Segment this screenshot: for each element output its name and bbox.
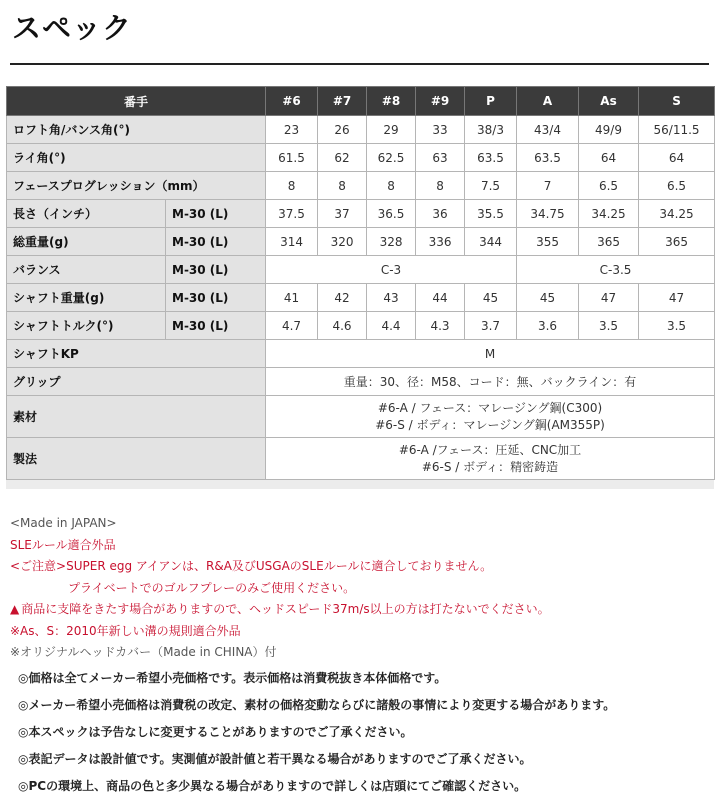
table-cell: 34.25 [579,200,639,228]
table-cell: 36 [416,200,465,228]
table-cell: 62.5 [367,144,416,172]
groove-note: ※As、S：2010年新しい溝の規則適合外品 [10,623,241,638]
row-sublabel: M-30 (L) [166,200,266,228]
table-cell: 63.5 [517,144,579,172]
table-cell: 3.5 [579,312,639,340]
table-cell: 365 [639,228,715,256]
row-label: ロフト角/バンス角(°) [7,116,266,144]
table-cell: 42 [318,284,367,312]
header-p: P [465,87,517,116]
table-cell: 34.75 [517,200,579,228]
headcover-note: ※オリジナルヘッドカバー（Made in CHINA）付 [10,645,277,659]
table-cell: 7.5 [465,172,517,200]
table-cell [266,396,715,438]
caution-note-2: プライベートでのゴルフプレーのみご使用ください。 [68,580,356,595]
table-cell: 336 [416,228,465,256]
table-row-progression [7,172,715,200]
footer-line: ◎価格は全てメーカー希望小売価格です。表示価格は消費税抜き本体価格です。 [18,671,447,685]
table-cell: 26 [318,116,367,144]
table-row-length [7,200,715,228]
table-cell: 29 [367,116,416,144]
table-cell: 8 [416,172,465,200]
notes-section [10,513,550,664]
row-sublabel: M-30 (L) [166,256,266,284]
table-cell: 49/9 [579,116,639,144]
table-cell: 43 [367,284,416,312]
table-cell: 63 [416,144,465,172]
row-label: ライ角(°) [7,144,266,172]
row-label: シャフトKP [7,340,266,368]
header-a: A [517,87,579,116]
table-cell: 56/11.5 [639,116,715,144]
table-cell: 8 [367,172,416,200]
footer-line: ◎メーカー希望小売価格は消費税の改定、素材の価格変動ならびに諸般の事情により変更する場合があります。 [18,698,616,712]
row-label: 素材 [7,396,266,438]
table-row-shaft-torque [7,312,715,340]
table-cell: 4.4 [367,312,416,340]
footer-line: ◎本スペックは予告なしに変更することがありますのでご了承ください。 [18,725,413,739]
made-in-note: <Made in JAPAN> [10,516,117,530]
table-cell: 47 [639,284,715,312]
sle-note: SLEルール適合外品 [10,537,116,552]
page-title: スペック [12,11,133,45]
caution-note: <ご注意>SUPER egg アイアンは、R&A及びUSGAのSLEルールに適合しておりません。 [10,559,493,573]
row-label: 製法 [7,438,266,480]
header-club: 番手 [7,87,266,116]
table-row-shaft-weight [7,284,715,312]
table-cell: 23 [266,116,318,144]
table-cell: 64 [579,144,639,172]
method-line: #6-S / ボディ：精密鋳造 [421,459,559,474]
row-label: 総重量(g) [7,228,166,256]
header-7: #7 [318,87,367,116]
table-row-method [7,438,715,480]
table-row-kp [7,340,715,368]
table-cell: 355 [517,228,579,256]
table-cell: 63.5 [465,144,517,172]
table-cell: 45 [465,284,517,312]
footer-notices [18,665,615,800]
table-cell: 8 [318,172,367,200]
table-cell: 320 [318,228,367,256]
table-cell: 314 [266,228,318,256]
warning-text: 商品に支障をきたす場合がありますので、ヘッドスピード37m/s以上の方は打たないでください。 [21,602,550,616]
row-sublabel: M-30 (L) [166,228,266,256]
header-6: #6 [266,87,318,116]
table-cell: 62 [318,144,367,172]
table-header-row [7,87,715,116]
table-cell: 6.5 [639,172,715,200]
table-cell: 45 [517,284,579,312]
table-cell: 3.6 [517,312,579,340]
table-cell: 3.7 [465,312,517,340]
spec-table [6,86,715,480]
header-s: S [639,87,715,116]
header-8: #8 [367,87,416,116]
table-cell: C-3.5 [517,256,715,284]
row-sublabel: M-30 (L) [166,284,266,312]
table-cell: 36.5 [367,200,416,228]
header-9: #9 [416,87,465,116]
table-cell: 44 [416,284,465,312]
row-sublabel: M-30 (L) [166,312,266,340]
method-line: #6-A /フェース：圧延、CNC加工 [398,442,582,457]
warning-icon: ▲ [10,602,20,616]
table-cell: 43/4 [517,116,579,144]
row-label: バランス [7,256,166,284]
header-as: As [579,87,639,116]
table-cell: 7 [517,172,579,200]
table-cell: M [266,340,715,368]
table-cell: 328 [367,228,416,256]
table-cell: 37 [318,200,367,228]
table-cell: 34.25 [639,200,715,228]
row-label: シャフトトルク(°) [7,312,166,340]
row-label: 長さ（インチ） [7,200,166,228]
table-cell: 37.5 [266,200,318,228]
warning-note [10,599,550,621]
table-cell: 4.7 [266,312,318,340]
table-cell: 8 [266,172,318,200]
table-cell: 4.6 [318,312,367,340]
table-cell: 3.5 [639,312,715,340]
material-line: #6-S / ボディ：マレージング鋼(AM355P) [375,417,605,432]
table-row-material [7,396,715,438]
table-cell: 33 [416,116,465,144]
row-label: グリップ [7,368,266,396]
table-cell [266,438,715,480]
table-cell: 38/3 [465,116,517,144]
table-cell: 47 [579,284,639,312]
table-row-weight [7,228,715,256]
material-line: #6-A / フェース：マレージング鋼(C300) [377,400,603,415]
footer-line: ◎表記データは設計値です。実測値が設計値と若干異なる場合がありますのでご了承ください。 [18,752,532,766]
title-divider [10,63,709,65]
table-row-grip [7,368,715,396]
row-label: フェースプログレッション（mm） [7,172,266,200]
table-cell: 重量：30、径：M58、コード：無、バックライン：有 [266,368,715,396]
table-row-balance [7,256,715,284]
table-row-loft [7,116,715,144]
table-row-lie [7,144,715,172]
footer-line: ◎PCの環境上、商品の色と多少異なる場合がありますので詳しくは店頭にてご確認ください。 [18,779,527,793]
row-label: シャフト重量(g) [7,284,166,312]
table-cell: 35.5 [465,200,517,228]
table-cell: 4.3 [416,312,465,340]
table-cell: 61.5 [266,144,318,172]
table-cell: 365 [579,228,639,256]
table-cell: 344 [465,228,517,256]
table-cell: 64 [639,144,715,172]
table-cell: 41 [266,284,318,312]
table-cell: C-3 [266,256,517,284]
table-cell: 6.5 [579,172,639,200]
